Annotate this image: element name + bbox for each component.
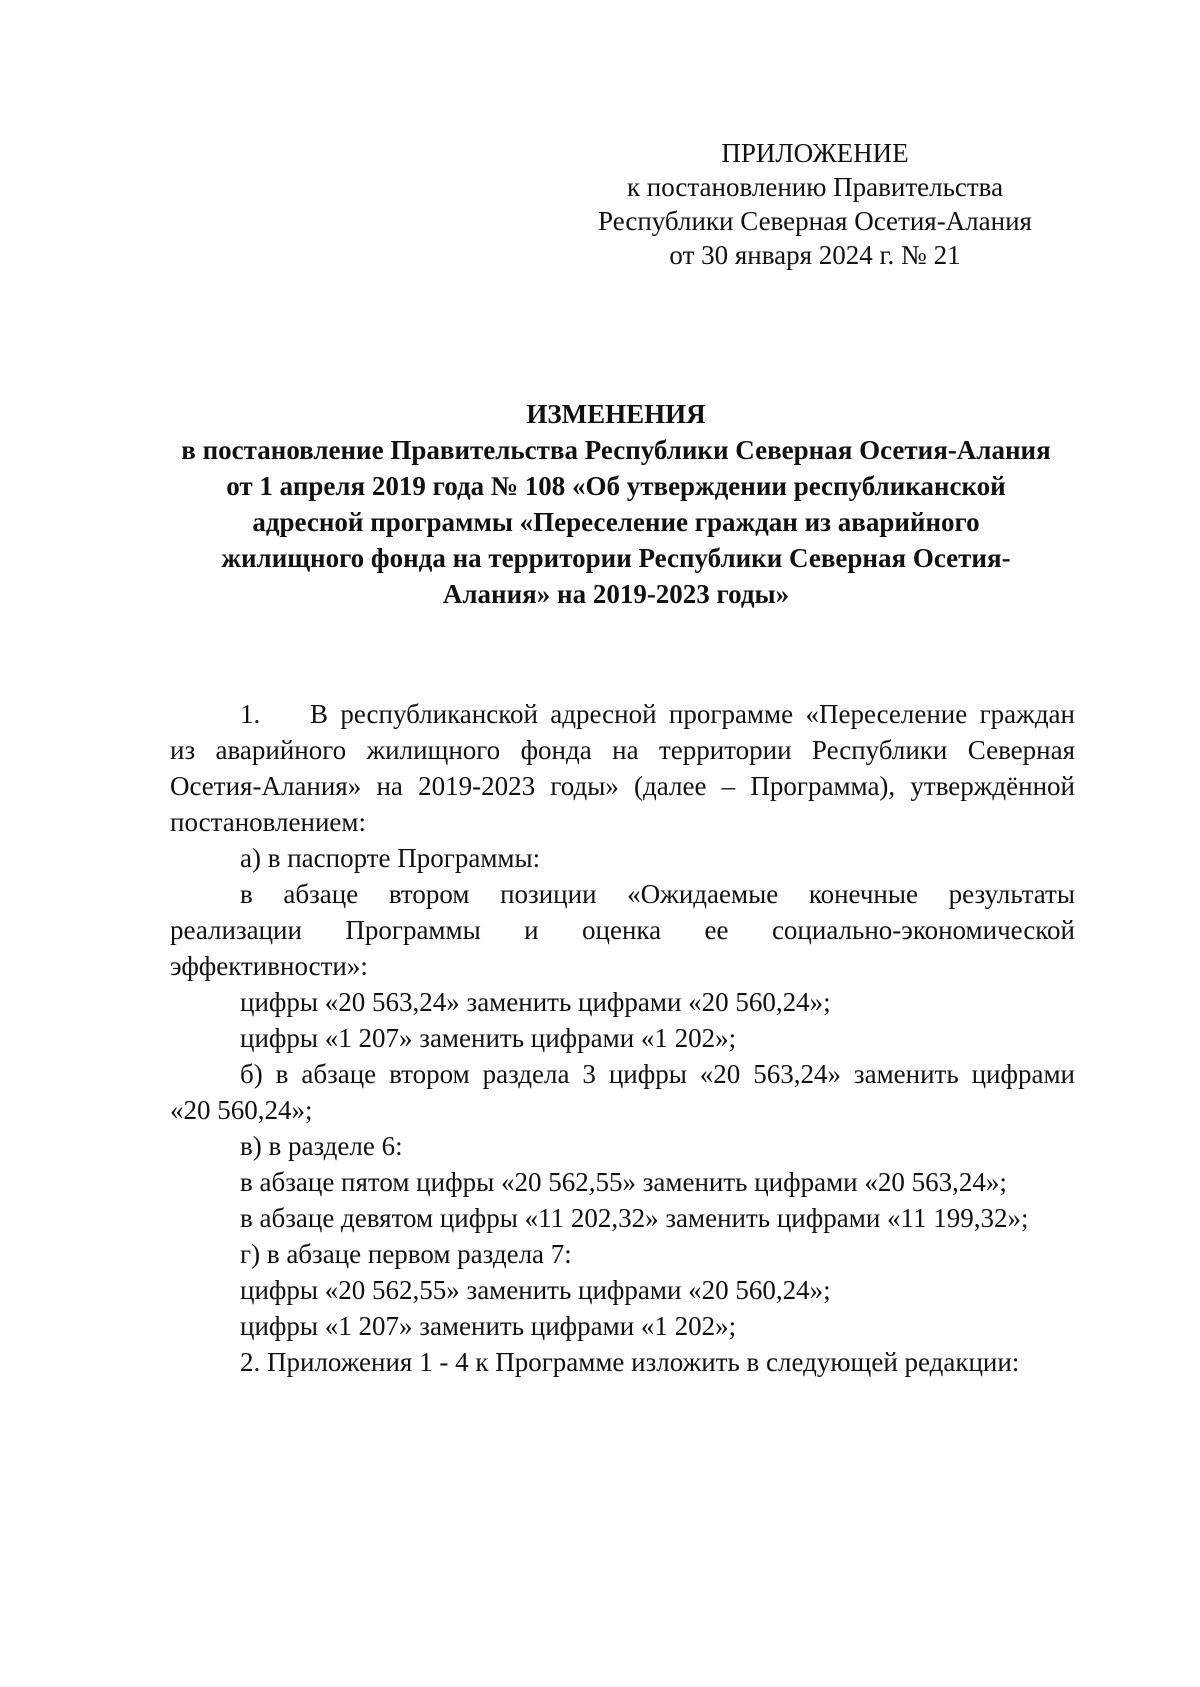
subitem-v-change-1: в абзаце пятом цифры «20 562,55» заменить цифрами «20 563,24»; — [240, 1167, 1007, 1197]
title-line-5: Алания» на 2019-2023 годы» — [442, 579, 790, 609]
subitem-a-detail-line-1: в абзаце втором позиции «Ожидаемые конечные результаты — [240, 879, 1075, 909]
item-1-line-2: из аварийного жилищного фонда на территории Республики Северная — [170, 735, 1075, 765]
subitem-g-change-1: цифры «20 562,55» заменить цифрами «20 560,24»; — [240, 1275, 831, 1305]
appendix-heading: ПРИЛОЖЕНИЕ — [721, 138, 909, 168]
title-heading: ИЗМЕНЕНИЯ — [526, 399, 706, 429]
subitem-a: а) в паспорте Программы: — [240, 843, 541, 873]
item-1-line-1 — [170, 696, 1075, 732]
appendix-line-1: к постановлению Правительства — [626, 172, 1004, 202]
item-1-text-start: В республиканской адресной программе «Переселение граждан — [310, 699, 1075, 729]
title-line-1: в постановление Правительства Республики Северная Осетия-Алания — [181, 435, 1051, 465]
subitem-g: г) в абзаце первом раздела 7: — [240, 1239, 572, 1269]
title-line-4: жилищного фонда на территории Республики Северная Осетия- — [221, 543, 1011, 573]
subitem-a-detail-line-2: реализации Программы и оценка ее социально-экономической — [170, 915, 1075, 945]
subitem-a-detail-line-3: эффективности»: — [170, 951, 368, 981]
subitem-b-line-2: «20 560,24»; — [170, 1095, 313, 1125]
subitem-a-change-1: цифры «20 563,24» заменить цифрами «20 560,24»; — [240, 987, 831, 1017]
subitem-g-change-2: цифры «1 207» заменить цифрами «1 202»; — [240, 1311, 737, 1341]
appendix-line-3: от 30 января 2024 г. № 21 — [669, 240, 961, 270]
document-body — [170, 696, 1075, 1380]
title-line-3: адресной программы «Переселение граждан из аварийного — [252, 507, 980, 537]
item-1-number: 1. — [240, 699, 261, 729]
subitem-v: в) в разделе 6: — [240, 1131, 403, 1161]
appendix-header — [570, 136, 1060, 272]
subitem-a-change-2: цифры «1 207» заменить цифрами «1 202»; — [240, 1023, 737, 1053]
document-title — [160, 396, 1072, 612]
title-line-2: от 1 апреля 2019 года № 108 «Об утверждении республиканской — [226, 471, 1006, 501]
item-1-line-3: Осетия-Алания» на 2019-2023 годы» (далее – Программа), утверждённой — [170, 771, 1075, 801]
appendix-line-2: Республики Северная Осетия-Алания — [598, 206, 1032, 236]
item-1-line-4: постановлением: — [170, 807, 366, 837]
item-2: 2. Приложения 1 - 4 к Программе изложить в следующей редакции: — [240, 1347, 1020, 1377]
subitem-b-line-1: б) в абзаце втором раздела 3 цифры «20 563,24» заменить цифрами — [240, 1059, 1075, 1089]
subitem-v-change-2: в абзаце девятом цифры «11 202,32» заменить цифрами «11 199,32»; — [240, 1203, 1029, 1233]
